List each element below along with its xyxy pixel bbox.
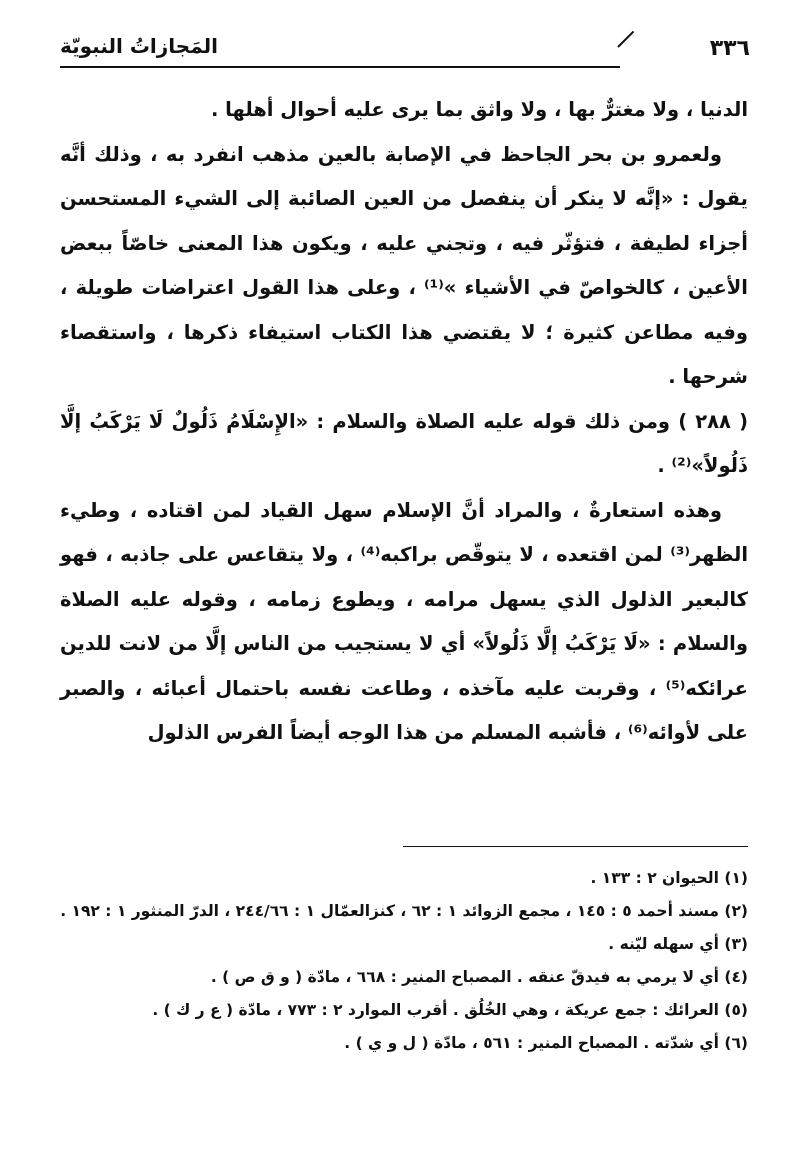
footnote-4: (٤) أي لا يرمي به فيدقّ عنقه . المصباح المنير : ٦٦٨ ، مادّة ( و ق ص ) . bbox=[210, 968, 748, 986]
paragraph-4: وهذه استعارةٌ ، والمراد أنَّ الإسلام سهل القياد لمن اقتاده ، وطيء الظهر⁽³⁾ لمن اقتعده ، لا يتوقّص براكبه⁽⁴⁾ ، ولا يتقاعس على جاذبه ، فهو كالبعير الذلول الذي يسهل مرامه ، ويطوع زمامه ، وقوله عليه الصلاة والسلام : «لَا يَرْكَبُ إلَّا ذَلُولاً» أي لا يستجيب من الناس إلَّا من لانت للدين عرائكه⁽⁵⁾ ، وقربت عليه مآخذه ، وطاعت نفسه باحتمال أعبائه ، والصبر على لأوائه⁽⁶⁾ ، فأشبه المسلم من هذا الوجه أيضاً الفرس الذلول bbox=[60, 498, 748, 744]
hadith-intro: ومن ذلك قوله عليه الصلاة والسلام : bbox=[316, 409, 671, 433]
footnote-5: (٥) العرائك : جمع عريكة ، وهي الخُلُق . أقرب الموارد ٢ : ٧٧٣ ، مادّة ( ع ر ك ) . bbox=[152, 1001, 748, 1019]
header-rule bbox=[60, 66, 620, 68]
paragraph-3 bbox=[60, 400, 748, 489]
running-header bbox=[60, 30, 750, 70]
header-rule-slant bbox=[617, 31, 634, 48]
footnote-1: (١) الحيوان ٢ : ١٣٣ . bbox=[590, 869, 748, 887]
paragraph-1: الدنيا ، ولا مغترٌّ بها ، ولا واثق بما يرى عليه أحوال أهلها . bbox=[210, 98, 748, 121]
header-title: المَجازاتُ النبويّة bbox=[60, 34, 218, 58]
footnote-6: (٦) أي شدّته . المصباح المنير : ٥٦١ ، مادّة ( ل و ي ) . bbox=[344, 1034, 748, 1052]
hadith-number: ( ٢٨٨ ) bbox=[678, 409, 748, 433]
footnote-3: (٣) أي سهله ليّنه . bbox=[608, 935, 748, 953]
page-number: ٣٣٦ bbox=[709, 36, 750, 61]
paragraph-2: ولعمرو بن بحر الجاحظ في الإصابة بالعين مذهب انفرد به ، وذلك أنَّه يقول : «إنَّه لا ينكر أن ينفصل من العين الصائبة إلى الشيء المستحسن أجزاء لطيفة ، فتؤثّر فيه ، وتجني عليه ، ويكون هذا المعنى خاصّاً ببعض الأعين ، كالخواصّ في الأشياء »⁽¹⁾ ، وعلى هذا القول اعتراضات طويلة ، وفيه مطاعن كثيرة ؛ لا يقتضي هذا الكتاب استيفاء ذكرها ، واستقصاء شرحها . bbox=[60, 142, 748, 388]
footnote-separator bbox=[403, 846, 748, 847]
footnotes bbox=[60, 862, 748, 1060]
hadith-text: «الإِسْلَامُ ذَلُولٌ لَا يَرْكَبُ إلَّا ذَلُولاً»⁽²⁾ . bbox=[60, 409, 748, 477]
footnote-2: (٢) مسند أحمد ٥ : ١٤٥ ، مجمع الزوائد ١ : ٦٢ ، كنزالعمّال ١ : ٢٤٤/٦٦ ، الدرّ المنثور ١ : ١٩٢ . bbox=[60, 902, 748, 920]
main-text bbox=[60, 88, 748, 756]
